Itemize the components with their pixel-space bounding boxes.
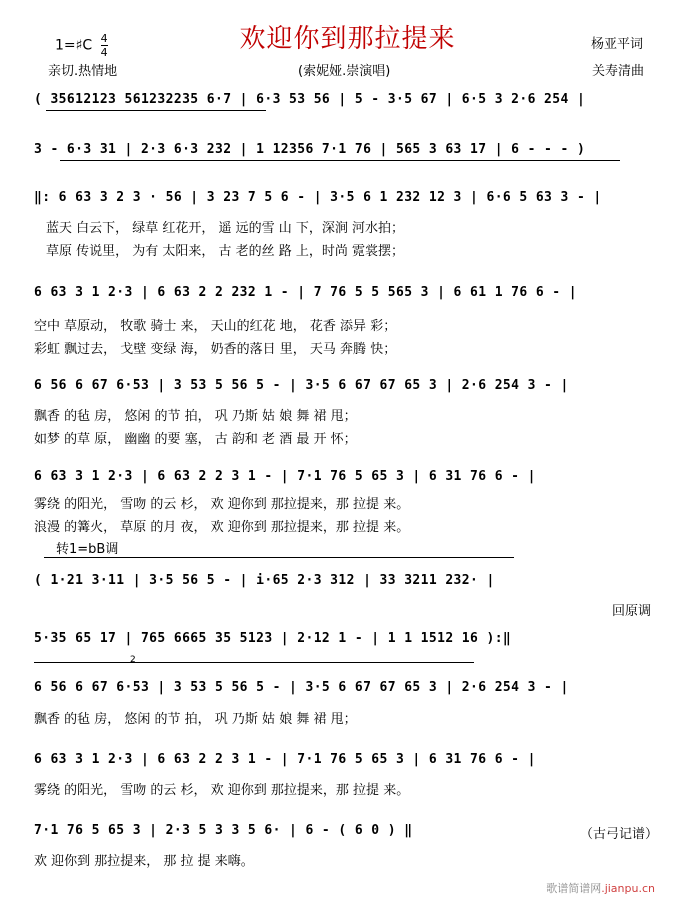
beam-line <box>60 160 620 161</box>
system-9-lyric-1: 飘香 的毡 房， 悠闲 的节 拍， 巩 乃斯 姑 娘 舞 裙 甩； <box>34 712 357 727</box>
watermark-site: 歌谱简谱网 <box>546 882 602 895</box>
singer-credit: (索妮娅.崇演唱) <box>298 64 391 79</box>
time-bottom: 4 <box>100 46 108 59</box>
system-9-notes: 6 56 6 67 6·53 | 3 53 5 56 5 - | 3·5 6 67 67 65 3 | 2·6 254 3 - | <box>34 680 569 695</box>
key-label: 1=♯C <box>55 37 93 54</box>
system-1-notes: ( 35612123 561232235 6·7 | 6·3 53 56 | 5 - 3·5 67 | 6·5 3 2·6 254 | <box>34 92 586 107</box>
system-4-lyric-1: 空中 草原动， 牧歌 骑士 来， 天山的红花 地， 花香 添异 彩； <box>34 319 397 334</box>
system-3-lyric-2: 草原 传说里， 为有 太阳来， 古 老的丝 路 上，时尚 霓裳摆； <box>46 244 405 259</box>
song-title: 欢迎你到那拉提来 <box>239 24 456 54</box>
lyricist-credit: 杨亚平词 <box>591 37 644 52</box>
volta-bracket-2 <box>34 662 474 663</box>
modulation-marking: 转1=bB调 <box>56 542 119 557</box>
return-key-marking: 回原调 <box>612 604 652 619</box>
transcriber-credit: （古弓记谱） <box>580 827 659 842</box>
system-11-lyric-1: 欢 迎你到 那拉提来， 那 拉 提 来嗨。 <box>34 854 254 869</box>
key-signature <box>55 33 108 58</box>
system-6-lyric-1: 雾绕 的阳光， 雪吻 的云 杉， 欢 迎你到 那拉提来，那 拉提 来。 <box>34 497 410 512</box>
beam-line <box>46 110 266 111</box>
system-10-lyric-1: 雾绕 的阳光， 雪吻 的云 杉， 欢 迎你到 那拉提来，那 拉提 来。 <box>34 783 410 798</box>
system-5-lyric-2: 如梦 的草 原， 幽幽 的要 塞， 古 韵和 老 酒 最 开 怀； <box>34 432 357 447</box>
composer-credit: 关寿清曲 <box>592 64 645 79</box>
time-top: 4 <box>100 32 108 45</box>
system-2-notes: 3 - 6·3 31 | 2·3 6·3 232 | 1 12356 7·1 76 | 565 3 63 17 | 6 - - - ) <box>34 142 586 157</box>
system-3-notes: ‖: 6 63 3 2 3 · 56 | 3 23 7 5 6 - | 3·5 6 1 232 12 3 | 6·6 5 63 3 - | <box>34 190 602 205</box>
system-4-lyric-2: 彩虹 飘过去， 戈壁 变绿 海， 奶香的落日 里， 天马 奔腾 快； <box>34 342 397 357</box>
system-3-lyric-1: 蓝天 白云下， 绿草 红花开， 遥 远的雪 山 下，深涧 河水拍； <box>46 221 405 236</box>
time-signature <box>101 33 108 58</box>
system-6-lyric-2: 浪漫 的篝火， 草原 的月 夜， 欢 迎你到 那拉提来，那 拉提 来。 <box>34 520 410 535</box>
system-6-notes: 6 63 3 1 2·3 | 6 63 2 2 3 1 - | 7·1 76 5 65 3 | 6 31 76 6 - | <box>34 469 536 484</box>
system-10-notes: 6 63 3 1 2·3 | 6 63 2 2 3 1 - | 7·1 76 5 65 3 | 6 31 76 6 - | <box>34 752 536 767</box>
site-watermark <box>546 880 655 896</box>
watermark-domain: .jianpu.cn <box>601 882 655 895</box>
volta-number: 2 <box>130 655 136 665</box>
system-7-notes: ( 1·21 3·11 | 3·5 56 5 - | i·65 2·3 312 | 33 3211 232· | <box>34 573 495 588</box>
mood-marking: 亲切.热情地 <box>48 64 118 79</box>
system-4-notes: 6 63 3 1 2·3 | 6 63 2 2 232 1 - | 7 76 5 5 565 3 | 6 61 1 76 6 - | <box>34 285 577 300</box>
system-5-lyric-1: 飘香 的毡 房， 悠闲 的节 拍， 巩 乃斯 姑 娘 舞 裙 甩； <box>34 409 357 424</box>
system-11-notes: 7·1 76 5 65 3 | 2·3 5 3 3 5 6· | 6 - ( 6 0 ) ‖ <box>34 823 413 838</box>
system-8-notes: 5·35 65 17 | 765 6665 35 5123 | 2·12 1 - | 1 1 1512 16 ):‖ <box>34 631 512 646</box>
system-5-notes: 6 56 6 67 6·53 | 3 53 5 56 5 - | 3·5 6 67 67 65 3 | 2·6 254 3 - | <box>34 378 569 393</box>
volta-bracket-1 <box>44 557 514 558</box>
